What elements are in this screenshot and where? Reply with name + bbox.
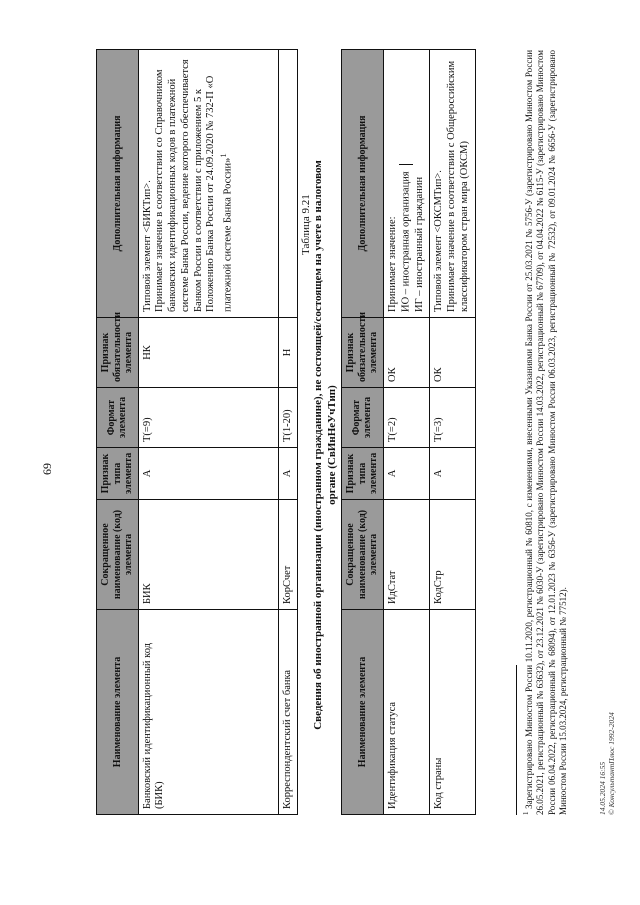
column-header: Признак обязательности элемента (97, 318, 139, 388)
table-title: Сведения об иностранной организации (иностранном гражданине), не состоящей/состоящем на учете в налоговом органе (СвИнНеУчТип) (312, 160, 338, 730)
element-requirement: ОК (430, 318, 475, 388)
element-requirement: ОК (383, 318, 430, 388)
element-name: Корреспондентский счет банка (278, 610, 298, 815)
column-header: Сокращенное наименование (код) элемента (342, 500, 384, 610)
info-line: ИО – иностранная организация (399, 55, 413, 312)
footnote-marker: 1 (522, 811, 530, 815)
print-source: © КонсультантПлюс 1992-2024 (607, 712, 616, 815)
footnote (522, 50, 569, 815)
column-header: Формат элемента (342, 388, 384, 448)
element-type: А (383, 448, 430, 500)
column-header: Признак обязательности элемента (342, 318, 384, 388)
element-name: Код страны (430, 610, 475, 815)
table-row (138, 50, 278, 815)
table-row (383, 50, 430, 815)
info-line: Принимает значение: (386, 216, 398, 312)
element-info (278, 50, 298, 318)
column-header: Признак типа элемента (97, 448, 139, 500)
table-row (430, 50, 475, 815)
table-caption: Таблица 9.21 (300, 194, 312, 255)
element-name: Банковский идентификационный код (БИК) (138, 610, 278, 815)
print-date: 14.05.2024 16:55 (598, 761, 607, 815)
element-type: А (278, 448, 298, 500)
info-line: Типовой элемент <БИКТип>. (141, 180, 153, 312)
footnote-separator (516, 665, 517, 815)
info-line: ИГ – иностранный гражданин (413, 176, 425, 312)
table-header-row (342, 50, 384, 815)
element-format: Т(=2) (383, 388, 430, 448)
info-line: Принимает значение в соответствии со Справочником банковских идентификационных кодов в платежной системе Банка России, ведение которого обеспечивается Банком России в соответствии с приложением 5 к Положению Банка России от 24.09.2020 № 732-П «О платежной системе Банка России»$^1$ (154, 59, 234, 312)
print-stamp (598, 712, 616, 815)
info-line: Типовой элемент <ОКСМТип>. (433, 170, 445, 312)
element-code: КорСчет (278, 500, 298, 610)
text-cursor-mark (399, 164, 413, 165)
element-code: КодСтр (430, 500, 475, 610)
column-header: Сокращенное наименование (код) элемента (97, 500, 139, 610)
element-code: ИдСтат (383, 500, 430, 610)
element-code: БИК (138, 500, 278, 610)
info-line: Принимает значение в соответствии с Общероссийским классификатором стран мира (ОКСМ) (446, 60, 470, 312)
column-header: Признак типа элемента (342, 448, 384, 500)
element-info (383, 50, 430, 318)
element-name: Идентификация статуса (383, 610, 430, 815)
page-number: 69 (40, 463, 54, 475)
elements-table-1 (96, 49, 298, 815)
footnote-text: Зарегистрировано Минюстом России 10.11.2020, регистрационный № 60810, с изменениями, внесенными Указаниями Банка России от 25.03.2021 № 5756-У (зарегистрировано Минюстом России 26.05.2021, регистрационный № 63632), от 23.12.2021 № 6030-У (зарегистрировано Минюстом России 14.03.2022, регистрационный № 67709), от 04.04.2022 № 6115-У (зарегистрировано Минюстом России 06.04.2022, регистрационный № 68094), от 12.01.2023 № 6356-У (зарегистрировано Минюстом России 06.03.2023, регистрационный № 72532), от 09.01.2024 № 6656-У (зарегистрировано Минюстом России 15.03.2024, регистрационный № 77512). (524, 49, 568, 815)
element-info (430, 50, 475, 318)
element-requirement: НК (138, 318, 278, 388)
table-header-row (97, 50, 139, 815)
element-format: Т(1-20) (278, 388, 298, 448)
element-requirement: Н (278, 318, 298, 388)
element-format: Т(=9) (138, 388, 278, 448)
footnote-ref: 1 (218, 153, 229, 158)
element-type: А (138, 448, 278, 500)
column-header: Наименование элемента (97, 610, 139, 815)
column-header: Наименование элемента (342, 610, 384, 815)
table-row (278, 50, 298, 815)
elements-table-2 (341, 49, 476, 815)
element-format: Т(=3) (430, 388, 475, 448)
column-header: Формат элемента (97, 388, 139, 448)
column-header: Дополнительная информация (97, 50, 139, 318)
column-header: Дополнительная информация (342, 50, 384, 318)
element-type: А (430, 448, 475, 500)
element-info (138, 50, 278, 318)
